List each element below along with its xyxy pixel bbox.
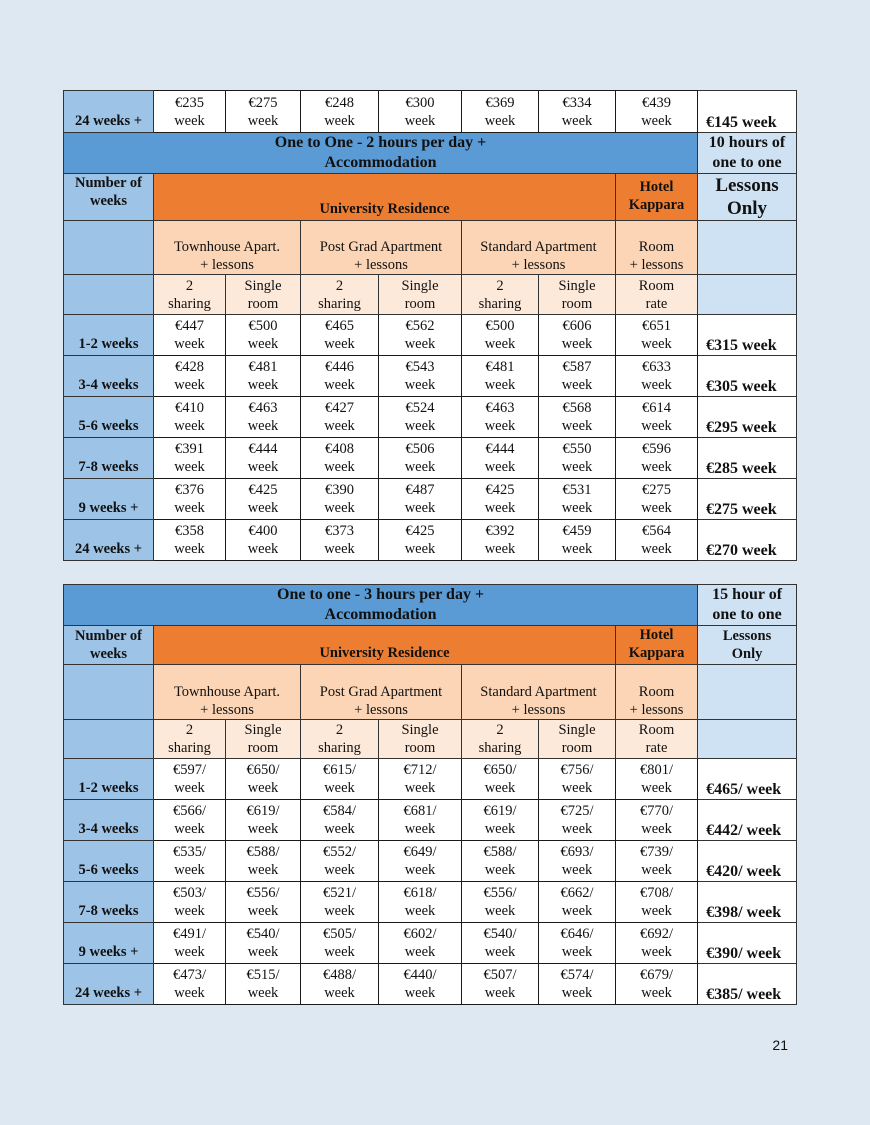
table-title: One to one - 3 hours per day + Accommodation — [64, 585, 698, 626]
subheader-cell: 2 sharing — [301, 275, 379, 315]
subheader-cell: 2 sharing — [462, 720, 539, 759]
table-row — [64, 520, 797, 561]
row-label: 1-2 weeks — [64, 315, 154, 356]
lessons-only-header: Lessons Only — [698, 174, 797, 221]
price-cell: €506 week — [379, 438, 462, 479]
table-title: One to One - 2 hours per day + Accommodation — [64, 133, 698, 174]
price-cell: €500 week — [462, 315, 539, 356]
table-row — [64, 759, 797, 800]
subheader-cell: Single room — [539, 720, 616, 759]
price-cell: €566/ week — [154, 800, 226, 841]
price-cell: €334 week — [539, 91, 616, 133]
table-row — [64, 923, 797, 964]
table-row — [64, 882, 797, 923]
group-row — [64, 221, 797, 275]
row-label: 7-8 weeks — [64, 882, 154, 923]
price-cell: €712/ week — [379, 759, 462, 800]
price-cell: €376 week — [154, 479, 226, 520]
subheader-cell: Single room — [226, 275, 301, 315]
subheader-cell: 2 sharing — [154, 275, 226, 315]
price-cell: €408 week — [301, 438, 379, 479]
group-townhouse: Townhouse Apart. + lessons — [154, 221, 301, 275]
row-label: 9 weeks + — [64, 479, 154, 520]
lessons-rate: €315 week — [698, 315, 797, 356]
number-of-weeks-header: Number of weeks — [64, 626, 154, 665]
price-cell: €556/ week — [226, 882, 301, 923]
price-cell: €649/ week — [379, 841, 462, 882]
price-cell: €651 week — [616, 315, 698, 356]
subheader-row — [64, 720, 797, 759]
price-cell: €564 week — [616, 520, 698, 561]
row-label: 24 weeks + — [64, 91, 154, 133]
number-of-weeks-header: Number of weeks — [64, 174, 154, 221]
price-cell: €524 week — [379, 397, 462, 438]
row-label: 3-4 weeks — [64, 800, 154, 841]
price-cell: €596 week — [616, 438, 698, 479]
price-cell: €515/ week — [226, 964, 301, 1005]
blank-cell — [64, 720, 154, 759]
price-cell: €425 week — [462, 479, 539, 520]
price-table-2-hours — [63, 90, 797, 561]
lessons-rate: €385/ week — [698, 964, 797, 1005]
price-cell: €619/ week — [226, 800, 301, 841]
price-cell: €507/ week — [462, 964, 539, 1005]
blank-cell — [698, 665, 797, 720]
price-cell: €681/ week — [379, 800, 462, 841]
price-cell: €410 week — [154, 397, 226, 438]
header-row — [64, 174, 797, 221]
lessons-header: 10 hours of one to one — [698, 133, 797, 174]
header-row — [64, 626, 797, 665]
price-cell: €425 week — [379, 520, 462, 561]
price-cell: €425 week — [226, 479, 301, 520]
price-cell: €428 week — [154, 356, 226, 397]
price-cell: €446 week — [301, 356, 379, 397]
lessons-rate: €420/ week — [698, 841, 797, 882]
title-row — [64, 585, 797, 626]
price-cell: €692/ week — [616, 923, 698, 964]
subheader-cell: Single room — [379, 720, 462, 759]
price-cell: €739/ week — [616, 841, 698, 882]
group-townhouse: Townhouse Apart. + lessons — [154, 665, 301, 720]
table-row — [64, 438, 797, 479]
lessons-rate: €145 week — [698, 91, 797, 133]
price-cell: €619/ week — [462, 800, 539, 841]
price-cell: €465 week — [301, 315, 379, 356]
price-cell: €473/ week — [154, 964, 226, 1005]
price-cell: €550 week — [539, 438, 616, 479]
group-standard: Standard Apartment + lessons — [462, 665, 616, 720]
table-row — [64, 800, 797, 841]
lessons-rate: €270 week — [698, 520, 797, 561]
price-cell: €358 week — [154, 520, 226, 561]
hotel-header: Hotel Kappara — [616, 174, 698, 221]
subheader-row — [64, 275, 797, 315]
price-cell: €369 week — [462, 91, 539, 133]
price-cell: €447 week — [154, 315, 226, 356]
price-cell: €444 week — [462, 438, 539, 479]
price-cell: €562 week — [379, 315, 462, 356]
blank-cell — [698, 275, 797, 315]
row-label: 5-6 weeks — [64, 397, 154, 438]
blank-cell — [64, 275, 154, 315]
price-cell: €597/ week — [154, 759, 226, 800]
price-cell: €463 week — [462, 397, 539, 438]
lessons-rate: €442/ week — [698, 800, 797, 841]
group-room: Room + lessons — [616, 221, 698, 275]
table-row — [64, 964, 797, 1005]
blank-cell — [64, 665, 154, 720]
price-cell: €602/ week — [379, 923, 462, 964]
lessons-rate: €275 week — [698, 479, 797, 520]
price-cell: €540/ week — [462, 923, 539, 964]
price-cell: €615/ week — [301, 759, 379, 800]
subheader-cell: Single room — [379, 275, 462, 315]
subheader-cell: 2 sharing — [154, 720, 226, 759]
price-cell: €487 week — [379, 479, 462, 520]
price-cell: €373 week — [301, 520, 379, 561]
row-label: 7-8 weeks — [64, 438, 154, 479]
table-row — [64, 356, 797, 397]
row-label: 3-4 weeks — [64, 356, 154, 397]
subheader-cell: Room rate — [616, 275, 698, 315]
table-row — [64, 315, 797, 356]
row-label: 5-6 weeks — [64, 841, 154, 882]
lessons-only-header: Lessons Only — [698, 626, 797, 665]
price-cell: €618/ week — [379, 882, 462, 923]
price-cell: €300 week — [379, 91, 462, 133]
group-row — [64, 665, 797, 720]
row-label: 9 weeks + — [64, 923, 154, 964]
subheader-cell: Single room — [226, 720, 301, 759]
table-row — [64, 397, 797, 438]
price-cell: €444 week — [226, 438, 301, 479]
price-cell: €275 week — [226, 91, 301, 133]
table-row — [64, 91, 797, 133]
price-table-3-hours — [63, 584, 797, 1005]
price-cell: €459 week — [539, 520, 616, 561]
price-cell: €646/ week — [539, 923, 616, 964]
lessons-rate: €285 week — [698, 438, 797, 479]
lessons-rate: €465/ week — [698, 759, 797, 800]
price-cell: €521/ week — [301, 882, 379, 923]
university-residence-header: University Residence — [154, 174, 616, 221]
page-number: 21 — [772, 1037, 788, 1053]
subheader-cell: 2 sharing — [301, 720, 379, 759]
price-cell: €584/ week — [301, 800, 379, 841]
group-post-grad: Post Grad Apartment + lessons — [301, 221, 462, 275]
subheader-cell: Single room — [539, 275, 616, 315]
price-cell: €587 week — [539, 356, 616, 397]
price-cell: €400 week — [226, 520, 301, 561]
price-cell: €650/ week — [462, 759, 539, 800]
price-cell: €588/ week — [226, 841, 301, 882]
price-cell: €650/ week — [226, 759, 301, 800]
price-cell: €505/ week — [301, 923, 379, 964]
price-cell: €725/ week — [539, 800, 616, 841]
price-cell: €392 week — [462, 520, 539, 561]
lessons-header: 15 hour of one to one — [698, 585, 797, 626]
price-cell: €248 week — [301, 91, 379, 133]
price-cell: €275 week — [616, 479, 698, 520]
price-cell: €503/ week — [154, 882, 226, 923]
price-cell: €801/ week — [616, 759, 698, 800]
price-cell: €440/ week — [379, 964, 462, 1005]
price-cell: €391 week — [154, 438, 226, 479]
price-cell: €574/ week — [539, 964, 616, 1005]
price-cell: €756/ week — [539, 759, 616, 800]
blank-cell — [64, 221, 154, 275]
group-standard: Standard Apartment + lessons — [462, 221, 616, 275]
price-cell: €488/ week — [301, 964, 379, 1005]
price-cell: €568 week — [539, 397, 616, 438]
subheader-cell: Room rate — [616, 720, 698, 759]
price-cell: €614 week — [616, 397, 698, 438]
row-label: 24 weeks + — [64, 520, 154, 561]
price-cell: €491/ week — [154, 923, 226, 964]
group-post-grad: Post Grad Apartment + lessons — [301, 665, 462, 720]
university-residence-header: University Residence — [154, 626, 616, 665]
price-cell: €552/ week — [301, 841, 379, 882]
price-cell: €390 week — [301, 479, 379, 520]
table-row — [64, 479, 797, 520]
lessons-rate: €390/ week — [698, 923, 797, 964]
price-cell: €427 week — [301, 397, 379, 438]
price-cell: €556/ week — [462, 882, 539, 923]
price-cell: €662/ week — [539, 882, 616, 923]
table-row — [64, 841, 797, 882]
blank-cell — [698, 221, 797, 275]
price-cell: €588/ week — [462, 841, 539, 882]
lessons-rate: €305 week — [698, 356, 797, 397]
price-cell: €439 week — [616, 91, 698, 133]
price-cell: €531 week — [539, 479, 616, 520]
price-cell: €235 week — [154, 91, 226, 133]
subheader-cell: 2 sharing — [462, 275, 539, 315]
price-cell: €693/ week — [539, 841, 616, 882]
price-cell: €463 week — [226, 397, 301, 438]
lessons-rate: €295 week — [698, 397, 797, 438]
title-row — [64, 133, 797, 174]
price-cell: €606 week — [539, 315, 616, 356]
price-cell: €500 week — [226, 315, 301, 356]
price-cell: €540/ week — [226, 923, 301, 964]
price-cell: €481 week — [462, 356, 539, 397]
hotel-header: Hotel Kappara — [616, 626, 698, 665]
price-cell: €481 week — [226, 356, 301, 397]
price-cell: €633 week — [616, 356, 698, 397]
price-cell: €708/ week — [616, 882, 698, 923]
group-room: Room + lessons — [616, 665, 698, 720]
price-cell: €535/ week — [154, 841, 226, 882]
price-cell: €679/ week — [616, 964, 698, 1005]
blank-cell — [698, 720, 797, 759]
row-label: 24 weeks + — [64, 964, 154, 1005]
price-cell: €770/ week — [616, 800, 698, 841]
lessons-rate: €398/ week — [698, 882, 797, 923]
price-cell: €543 week — [379, 356, 462, 397]
row-label: 1-2 weeks — [64, 759, 154, 800]
